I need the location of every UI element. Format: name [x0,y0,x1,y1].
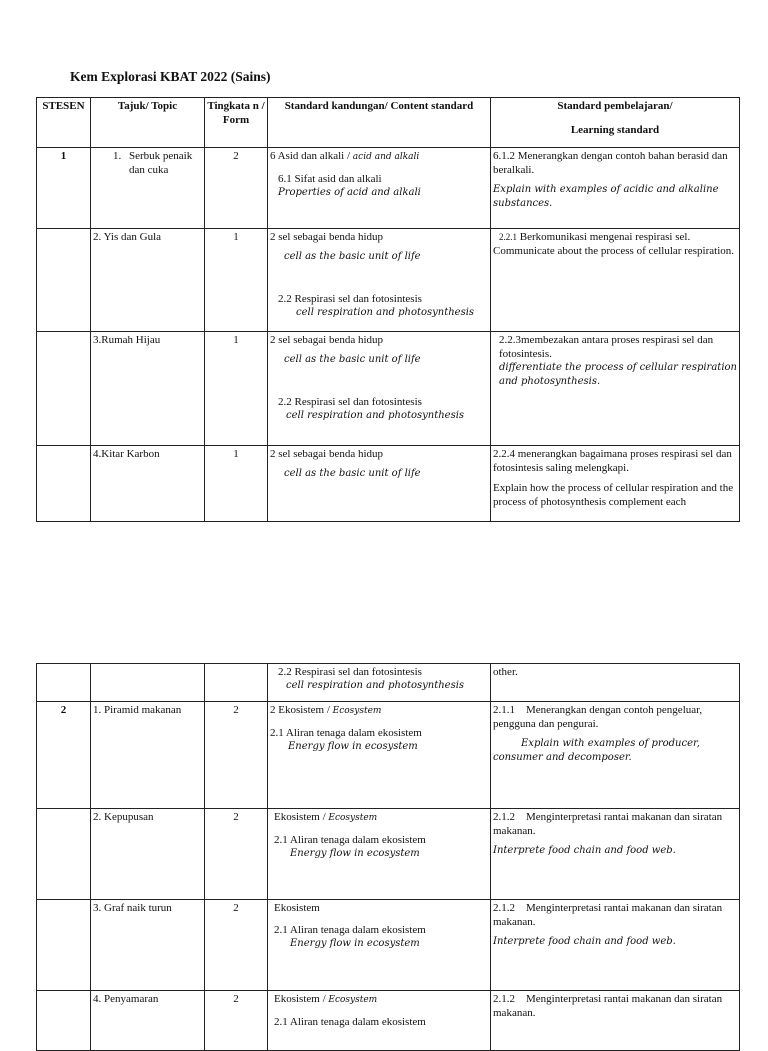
form-cell: 1 [205,332,268,446]
header-tingkatan: Tingkata n / Form [205,98,268,148]
tajuk-cell: 4.Kitar Karbon [91,446,205,522]
learning-standard-cell: 2.1.2 Menginterpretasi rantai makanan dan siratan makanan. Interprete food chain and food web. [491,809,740,900]
header-tajuk: Tajuk/ Topic [91,98,205,148]
stesen-cell [37,229,91,332]
document-title: Kem Explorasi KBAT 2022 (Sains) [70,69,271,84]
table-row [37,229,740,332]
tajuk-cell: 3.Rumah Hijau [91,332,205,446]
stesen-cell [37,664,91,702]
stesen-cell [37,809,91,900]
content-standard-cell: 2 sel sebagai benda hidup cell as the basic unit of life [268,446,491,522]
tajuk-cell: 1. Piramid makanan [91,702,205,809]
header-stesen: STESEN [37,98,91,148]
table-row [37,702,740,809]
content-standard-cell: Ekosistem / Ecosystem 2.1 Aliran tenaga dalam ekosistem Energy flow in ecosystem [268,809,491,900]
table-row [37,991,740,1051]
form-cell: 2 [205,148,268,229]
form-cell: 2 [205,809,268,900]
learning-standard-cell: 6.1.2 Menerangkan dengan contoh bahan berasid dan beralkali. Explain with examples of acidic and alkaline substances. [491,148,740,229]
form-cell: 2 [205,702,268,809]
learning-standard-cell: 2.1.2 Menginterpretasi rantai makanan dan siratan makanan. Interprete food chain and food web. [491,900,740,991]
learning-standard-cell: 2.2.1 Berkomunikasi mengenai respirasi sel. Communicate about the process of cellular respiration. [491,229,740,332]
header-learning-standard: Standard pembelajaran/ Learning standard [491,98,740,148]
header-content-standard: Standard kandungan/ Content standard [268,98,491,148]
stesen-cell [37,900,91,991]
learning-standard-cell: other. [491,664,740,702]
stesen-cell [37,991,91,1051]
table-row [37,809,740,900]
learning-standard-cell: 2.2.4 menerangkan bagaimana proses respirasi sel dan fotosintesis saling melengkapi. Explain how the process of cellular respiration and the process of photosynthesis complement each [491,446,740,522]
curriculum-table-1 [36,97,740,522]
tajuk-cell: 3. Graf naik turun [91,900,205,991]
stesen-cell [37,332,91,446]
table-row [37,332,740,446]
stesen-cell [37,446,91,522]
table-row [37,148,740,229]
stesen-cell: 2 [37,702,91,809]
table-row [37,664,740,702]
content-standard-cell: 2 sel sebagai benda hidup cell as the basic unit of life 2.2 Respirasi sel dan fotosintesis cell respiration and photosynthesis [268,229,491,332]
learning-standard-cell: 2.2.3membezakan antara proses respirasi sel dan fotosintesis. differentiate the process of cellular respiration and photosynthesis. [491,332,740,446]
tajuk-cell [91,664,205,702]
table-row [37,900,740,991]
learning-standard-cell: 2.1.1 Menerangkan dengan contoh pengeluar, pengguna dan pengurai. Explain with examples of producer, consumer and decomposer. [491,702,740,809]
table-header-row [37,98,740,148]
content-standard-cell: 2 sel sebagai benda hidup cell as the basic unit of life 2.2 Respirasi sel dan fotosintesis cell respiration and photosynthesis [268,332,491,446]
content-standard-cell: Ekosistem / Ecosystem 2.1 Aliran tenaga dalam ekosistem [268,991,491,1051]
table-row [37,446,740,522]
learning-standard-cell: 2.1.2 Menginterpretasi rantai makanan dan siratan makanan. [491,991,740,1051]
content-standard-cell: 2 Ekosistem / Ecosystem 2.1 Aliran tenaga dalam ekosistem Energy flow in ecosystem [268,702,491,809]
stesen-cell: 1 [37,148,91,229]
tajuk-cell: 4. Penyamaran [91,991,205,1051]
form-cell: 1 [205,446,268,522]
content-standard-cell: 6 Asid dan alkali / acid and alkali 6.1 Sifat asid dan alkali Properties of acid and alkali [268,148,491,229]
content-standard-cell: Ekosistem 2.1 Aliran tenaga dalam ekosistem Energy flow in ecosystem [268,900,491,991]
tajuk-cell: 1. Serbuk penaik dan cuka [91,148,205,229]
curriculum-table-2 [36,663,740,1051]
tajuk-cell: 2. Yis dan Gula [91,229,205,332]
content-standard-cell: 2.2 Respirasi sel dan fotosintesis cell respiration and photosynthesis [268,664,491,702]
form-cell: 2 [205,991,268,1051]
form-cell: 2 [205,900,268,991]
form-cell [205,664,268,702]
tajuk-cell: 2. Kepupusan [91,809,205,900]
form-cell: 1 [205,229,268,332]
